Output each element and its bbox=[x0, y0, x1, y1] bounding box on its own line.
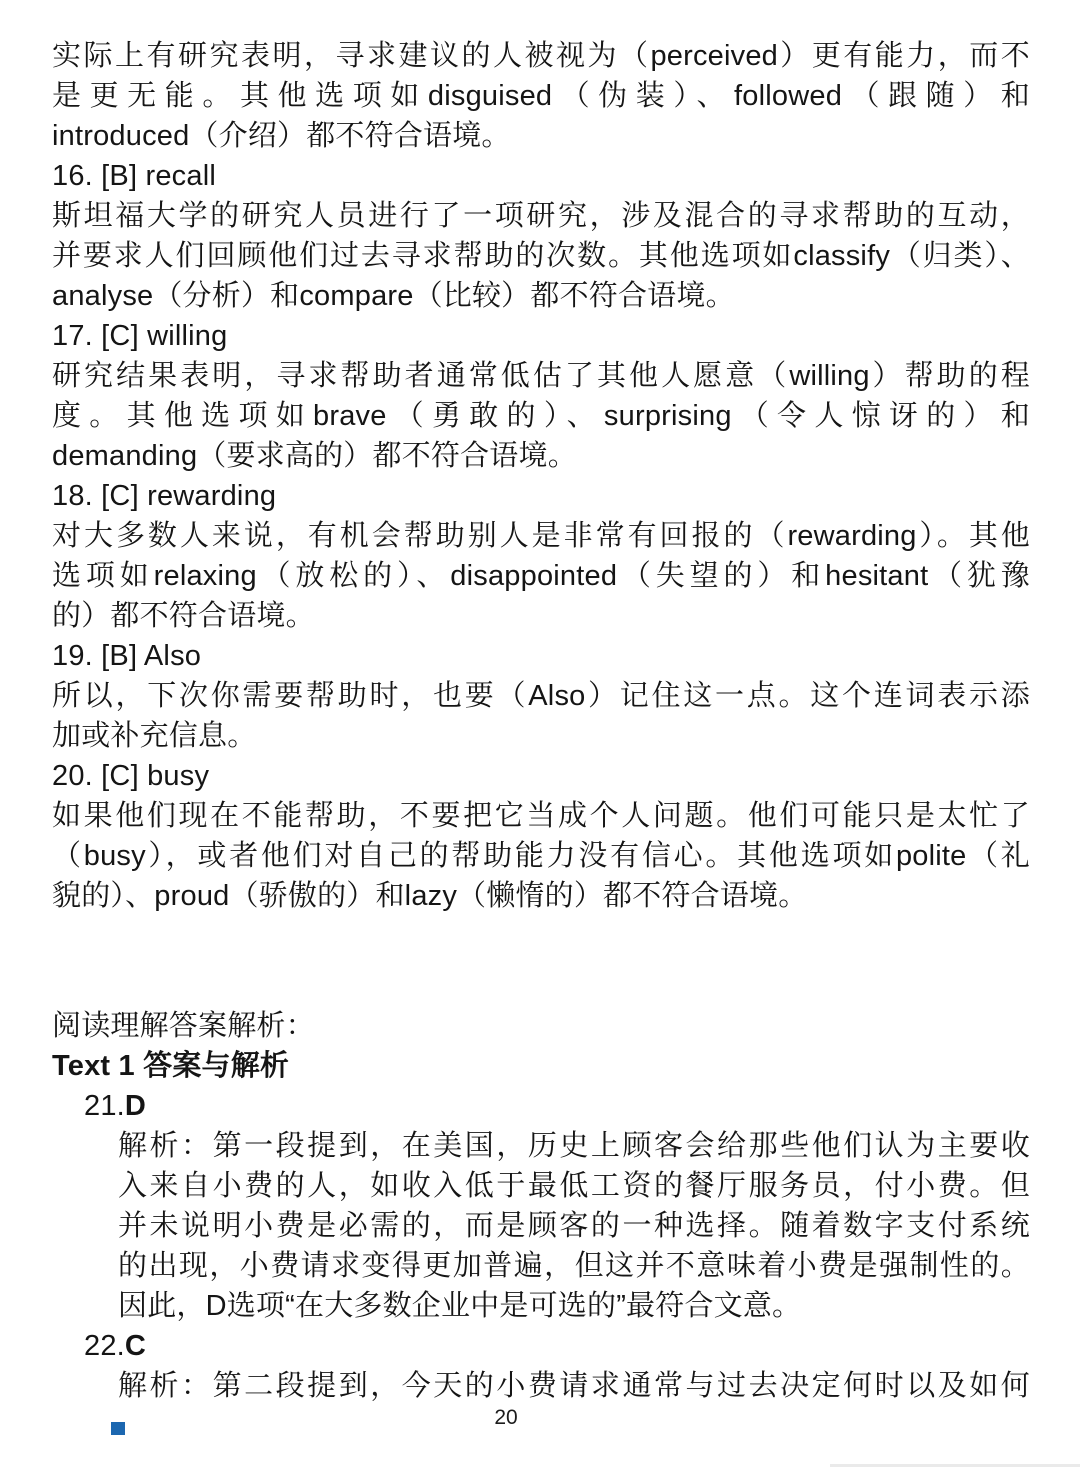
answer-letter: D bbox=[124, 1090, 147, 1122]
text-line: （busy），或者他们对自己的帮助能力没有信心。其他选项如polite（礼 bbox=[52, 840, 1030, 872]
text-line: 因此，D选项“在大多数企业中是可选的”最符合文意。 bbox=[118, 1290, 802, 1322]
item15-explanation bbox=[52, 36, 1030, 156]
text-line: 貌的）、proud（骄傲的）和lazy（懒惰的）都不符合语境。 bbox=[52, 880, 808, 912]
item16-explanation bbox=[52, 196, 1030, 316]
item18-explanation bbox=[52, 516, 1030, 636]
item20-explanation bbox=[52, 796, 1030, 916]
question-answer-line: 18. [C] rewarding bbox=[52, 480, 277, 512]
text-line: 实际上有研究表明，寻求建议的人被视为（perceived）更有能力，而不 bbox=[52, 40, 1030, 72]
item22-analysis bbox=[118, 1366, 1030, 1406]
section-heading: 阅读理解答案解析： bbox=[52, 1010, 315, 1042]
section-gap bbox=[52, 916, 1030, 1006]
text-line: 并要求人们回顾他们过去寻求帮助的次数。其他选项如classify（归类）、 bbox=[52, 240, 1030, 272]
text-line: 斯坦福大学的研究人员进行了一项研究，涉及混合的寻求帮助的互动， bbox=[52, 200, 1030, 232]
text-line: 所以，下次你需要帮助时，也要（Also）记住这一点。这个连词表示添 bbox=[52, 680, 1030, 712]
text-line: 是更无能。其他选项如disguised（伪装）、followed（跟随）和 bbox=[52, 80, 1030, 112]
item17-explanation bbox=[52, 356, 1030, 476]
text1-heading: Text 1 答案与解析 bbox=[52, 1050, 290, 1082]
question-answer-line: 19. [B] Also bbox=[52, 640, 202, 672]
text-line: 解析：第二段提到，今天的小费请求通常与过去决定何时以及如何 bbox=[118, 1370, 1030, 1402]
text-line: 加或补充信息。 bbox=[52, 720, 257, 752]
text-line: 入来自小费的人，如收入低于最低工资的餐厅服务员，付小费。但 bbox=[118, 1170, 1030, 1202]
text-line: analyse（分析）和compare（比较）都不符合语境。 bbox=[52, 280, 735, 312]
text-line: 研究结果表明，寻求帮助者通常低估了其他人愿意（willing）帮助的程 bbox=[52, 360, 1030, 392]
item19-explanation bbox=[52, 676, 1030, 756]
text-line: 解析：第一段提到，在美国，历史上顾客会给那些他们认为主要收 bbox=[118, 1130, 1030, 1162]
text-line: 并未说明小费是必需的，而是顾客的一种选择。随着数字支付系统 bbox=[118, 1210, 1030, 1242]
text-line: demanding（要求高的）都不符合语境。 bbox=[52, 440, 577, 472]
text-line: 选项如relaxing（放松的）、disappointed（失望的）和hesitant（犹豫 bbox=[52, 560, 1030, 592]
answer-number: 22. bbox=[84, 1330, 125, 1362]
question-answer-line: 20. [C] busy bbox=[52, 760, 210, 792]
question-answer-line: 16. [B] recall bbox=[52, 160, 216, 192]
text-line: 对大多数人来说，有机会帮助别人是非常有回报的（rewarding）。其他 bbox=[52, 520, 1030, 552]
text-line: 度。其他选项如brave（勇敢的）、surprising（令人惊讶的）和 bbox=[52, 400, 1030, 432]
item21-analysis bbox=[118, 1126, 1030, 1326]
document-blocks bbox=[52, 36, 1030, 1406]
text-line: 如果他们现在不能帮助，不要把它当成个人问题。他们可能只是太忙了 bbox=[52, 800, 1030, 832]
reading-answer-line bbox=[84, 1326, 1030, 1366]
reading-answer-line bbox=[84, 1086, 1030, 1126]
text-line: 的）都不符合语境。 bbox=[52, 600, 315, 632]
question-answer-line: 17. [C] willing bbox=[52, 320, 228, 352]
footer-accent-square bbox=[111, 1422, 125, 1435]
text-line: introduced（介绍）都不符合语境。 bbox=[52, 120, 511, 152]
text-line: 的出现，小费请求变得更加普遍，但这并不意味着小费是强制性的。 bbox=[118, 1250, 1030, 1282]
page-number: 20 bbox=[494, 1406, 518, 1429]
answer-letter: C bbox=[124, 1330, 147, 1362]
answer-number: 21. bbox=[84, 1090, 125, 1122]
